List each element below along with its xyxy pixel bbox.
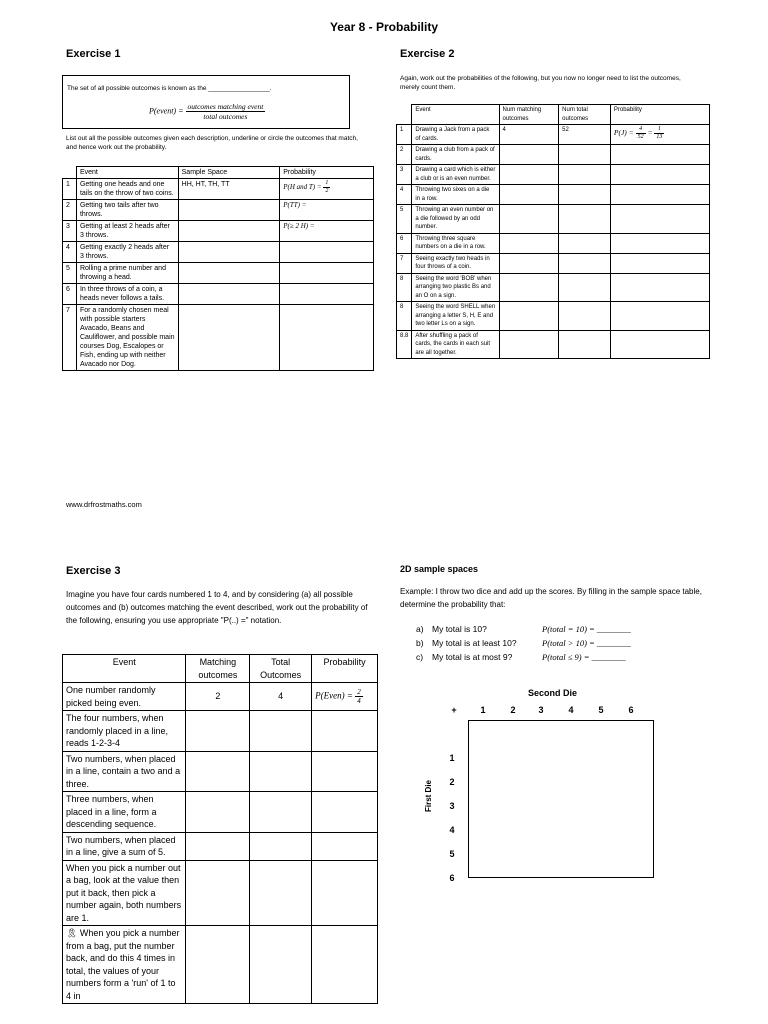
header-probability: Probability — [312, 655, 378, 683]
question-expression: P(total ≤ 9) = ________ — [542, 652, 626, 662]
total-cell[interactable] — [250, 926, 312, 1004]
probability-cell[interactable] — [610, 330, 709, 359]
matching-cell[interactable] — [499, 233, 559, 253]
probability-cell[interactable] — [280, 305, 374, 371]
matching-cell[interactable] — [186, 792, 250, 833]
probability-fraction — [355, 688, 363, 705]
sample-space-cell[interactable] — [178, 179, 280, 200]
table-row — [63, 926, 378, 1004]
matching-cell[interactable] — [186, 860, 250, 926]
matching-cell[interactable] — [499, 125, 559, 145]
table-row — [63, 200, 374, 221]
column-header: 1 — [480, 705, 486, 715]
row-event: Drawing a Jack from a pack of cards. — [412, 125, 499, 145]
row-number: 6 — [397, 233, 412, 253]
table-row — [63, 751, 378, 792]
question-b — [400, 636, 710, 650]
probability-value: P(TT) = — [283, 201, 307, 209]
sample-spaces-heading: 2D sample spaces — [400, 564, 479, 574]
row-event: Rolling a prime number and throwing a head. — [76, 263, 178, 284]
plus-sign: + — [451, 705, 457, 715]
sample-space-cell[interactable] — [178, 242, 280, 263]
probability-cell[interactable] — [610, 165, 709, 185]
row-number: 7 — [63, 305, 77, 371]
table-row — [63, 792, 378, 833]
sample-space-cell[interactable] — [178, 263, 280, 284]
total-cell[interactable] — [559, 165, 611, 185]
total-cell[interactable] — [559, 330, 611, 359]
row-number: 3 — [63, 221, 77, 242]
question-expression: P(total = 10) = ________ — [542, 624, 631, 634]
probability-value: P(J) = — [613, 128, 634, 138]
question-a — [400, 622, 710, 636]
row-number: 4 — [397, 185, 412, 205]
row-header: 4 — [449, 825, 455, 835]
row-event: 🎗 When you pick a number from a bag, put the number back, and do this 4 times in total, the values of your numbers form a 'run' of 1 to 4 in — [63, 926, 186, 1004]
row-event: In three throws of a coin, a heads never follows a tails. — [76, 284, 178, 305]
table-row — [63, 242, 374, 263]
row-event: Getting two tails after two throws. — [76, 200, 178, 221]
matching-cell[interactable] — [499, 205, 559, 234]
table-row — [63, 305, 374, 371]
probability-value: P(≥ 2 H) = — [283, 222, 315, 230]
probability-cell[interactable] — [610, 253, 709, 273]
exercise-2-intro: Again, work out the probabilities of the following, but you now no longer need to list the outcomes, merely count them. — [400, 75, 681, 91]
question-text: My total is at least 10? — [432, 638, 517, 648]
row-number: 8 — [397, 302, 412, 331]
table-row — [397, 205, 710, 234]
row-header: 2 — [449, 777, 455, 787]
table-row — [63, 711, 378, 752]
matching-cell[interactable] — [186, 683, 250, 711]
probability-cell[interactable] — [312, 683, 378, 711]
total-cell[interactable] — [250, 751, 312, 792]
matching-cell[interactable] — [186, 711, 250, 752]
question-list — [400, 622, 710, 664]
column-header: 4 — [568, 705, 574, 715]
header-event: Event — [63, 655, 186, 683]
formula-numerator: outcomes matching event — [187, 102, 264, 111]
probability-cell[interactable] — [610, 205, 709, 234]
fraction-numerator: 2 — [357, 688, 361, 696]
matching-cell[interactable] — [499, 273, 559, 302]
exercise-3-heading: Exercise 3 — [66, 565, 121, 577]
header-sample-space: Sample Space — [178, 167, 280, 179]
row-number: 3 — [397, 165, 412, 185]
table-row — [63, 683, 378, 711]
total-cell[interactable] — [559, 273, 611, 302]
table-row — [397, 125, 710, 145]
total-cell[interactable] — [559, 185, 611, 205]
row-number: 8.8 — [397, 330, 412, 359]
row-number: 5 — [397, 205, 412, 234]
matching-value: 4 — [502, 127, 506, 133]
page-title: Year 8 - Probability — [329, 20, 439, 34]
row-header: 1 — [449, 753, 455, 763]
probability-cell[interactable] — [610, 185, 709, 205]
total-value: 4 — [278, 691, 284, 702]
header-total: Total Outcomes — [250, 655, 312, 683]
row-number: 6 — [63, 284, 77, 305]
probability-cell[interactable] — [610, 273, 709, 302]
row-number: 2 — [63, 200, 77, 221]
matching-cell[interactable] — [186, 751, 250, 792]
table-row — [397, 253, 710, 273]
question-text: My total is at most 9? — [432, 652, 513, 662]
total-cell[interactable] — [559, 253, 611, 273]
exercise-1-table — [62, 166, 374, 371]
row-event: Three numbers, when placed in a line, form a descending sequence. — [63, 792, 186, 833]
row-number: 5 — [63, 263, 77, 284]
header-event: Event — [412, 105, 499, 125]
row-event: Seeing exactly two heads in four throws of a coin. — [412, 253, 499, 273]
exercise-1-heading: Exercise 1 — [66, 48, 121, 60]
row-event: Throwing two sixes on a die in a row. — [412, 185, 499, 205]
first-die-label: First Die — [424, 780, 433, 813]
row-header: 3 — [449, 801, 455, 811]
total-cell[interactable] — [250, 860, 312, 926]
probability-cell[interactable] — [280, 179, 374, 200]
header-num-total: Num total outcomes — [559, 105, 611, 125]
header-matching: Matching outcomes — [186, 655, 250, 683]
table-header-row — [397, 105, 710, 125]
fraction-denominator: 13 — [656, 134, 663, 140]
row-event: Getting exactly 2 heads after 3 throws. — [76, 242, 178, 263]
probability-cell[interactable] — [280, 284, 374, 305]
row-event: Two numbers, when placed in a line, give a sum of 5. — [63, 832, 186, 860]
table-row — [63, 179, 374, 200]
sample-space-cell[interactable] — [178, 221, 280, 242]
fraction-denominator: 4 — [357, 697, 361, 705]
sample-space-grid[interactable] — [468, 720, 654, 878]
fraction-numerator: 1 — [654, 126, 664, 134]
second-die-label: Second Die — [528, 688, 578, 698]
row-event: Getting one heads and one tails on the throw of two coins. — [76, 179, 178, 200]
header-probability: Probability — [610, 105, 709, 125]
probability-cell[interactable] — [610, 145, 709, 165]
probability-cell[interactable] — [610, 233, 709, 253]
header-blank — [63, 167, 77, 179]
probability-cell[interactable] — [610, 302, 709, 331]
row-number: 1 — [63, 179, 77, 200]
total-cell[interactable] — [559, 125, 611, 145]
row-number: 4 — [63, 242, 77, 263]
matching-cell[interactable] — [499, 302, 559, 331]
total-cell[interactable] — [250, 711, 312, 752]
row-event: Seeing the word SHELL when arranging a letter S, H, E and two letter Ls on a sign. — [412, 302, 499, 331]
table-row — [397, 185, 710, 205]
row-number: 1 — [397, 125, 412, 145]
probability-cell[interactable] — [312, 860, 378, 926]
row-event: Drawing a club from a pack of cards. — [412, 145, 499, 165]
header-event: Event — [76, 167, 178, 179]
fraction-denominator: 52 — [637, 134, 644, 140]
question-expression: P(total > 10) = ________ — [542, 638, 631, 648]
fraction-numerator: 1 — [325, 180, 329, 186]
website-link[interactable]: www.drfrostmaths.com — [66, 500, 142, 509]
table-row — [63, 284, 374, 305]
total-cell[interactable] — [250, 832, 312, 860]
probability-cell[interactable] — [312, 832, 378, 860]
formula-fraction — [186, 102, 266, 121]
probability-value: P(Even) = — [315, 690, 353, 701]
probability-cell[interactable]: P(J) = $\frac{4}{52}$ = $\frac{1}{13}$ — [610, 125, 709, 145]
probability-cell[interactable] — [280, 263, 374, 284]
header-num-matching: Num matching outcomes — [499, 105, 559, 125]
table-row — [397, 302, 710, 331]
question-label: b) — [416, 638, 424, 648]
row-event: For a randomly chosen meal with possible starters Avacado, Beans and Cauliflower, and possible main courses Dog, Escalopes or Fish, ending up with neither Avacado nor Dog. — [76, 305, 178, 371]
matching-cell[interactable] — [499, 185, 559, 205]
row-number: 7 — [397, 253, 412, 273]
question-label: a) — [416, 624, 424, 634]
formula-denominator: total outcomes — [203, 112, 248, 121]
probability-cell[interactable] — [280, 242, 374, 263]
question-c — [400, 650, 710, 664]
column-header: 6 — [628, 705, 634, 715]
probability-cell[interactable] — [312, 751, 378, 792]
header-blank — [397, 105, 412, 125]
probability-cell[interactable] — [312, 926, 378, 1004]
row-event: Throwing three square numbers on a die in a row. — [412, 233, 499, 253]
probability-value: P(H and T) = — [283, 183, 322, 192]
row-event: After shuffling a pack of cards, the cards in each suit are all together. — [412, 330, 499, 359]
matching-cell[interactable] — [499, 165, 559, 185]
table-row — [397, 273, 710, 302]
column-header: 3 — [538, 705, 544, 715]
row-event: Two numbers, when placed in a line, contain a two and a three. — [63, 751, 186, 792]
total-cell[interactable] — [250, 792, 312, 833]
total-cell[interactable] — [559, 233, 611, 253]
row-event: Throwing an even number on a die followed by an odd number. — [412, 205, 499, 234]
row-event: Seeing the word 'BOB' when arranging two plastic Bs and an O on a sign. — [412, 273, 499, 302]
total-cell[interactable] — [559, 145, 611, 165]
column-header: 5 — [598, 705, 604, 715]
table-row — [397, 330, 710, 359]
matching-value: 2 — [215, 691, 221, 702]
probability-formula — [149, 102, 265, 121]
column-header: 2 — [510, 705, 516, 715]
matching-cell[interactable] — [186, 832, 250, 860]
row-event: The four numbers, when randomly placed in a line, reads 1-2-3-4 — [63, 711, 186, 752]
sample-space-cell[interactable] — [178, 200, 280, 221]
exercise-2-heading: Exercise 2 — [400, 48, 455, 60]
exercise-3-table — [62, 654, 378, 1004]
table-row — [397, 233, 710, 253]
row-event: Drawing a card which is either a club or is an even number. — [412, 165, 499, 185]
probability-fraction — [323, 180, 330, 195]
matching-cell[interactable] — [499, 253, 559, 273]
header-probability: Probability — [280, 167, 374, 179]
exercise-2-table — [396, 104, 710, 359]
row-header: 5 — [449, 849, 455, 859]
matching-cell[interactable] — [499, 145, 559, 165]
matching-cell[interactable] — [499, 330, 559, 359]
total-cell[interactable] — [559, 205, 611, 234]
probability-cell[interactable] — [280, 200, 374, 221]
fraction-numerator: 4 — [636, 126, 646, 134]
table-row — [63, 860, 378, 926]
row-event: One number randomly picked being even. — [63, 683, 186, 711]
probability-fraction — [636, 126, 646, 141]
simplified-fraction — [654, 126, 664, 141]
total-cell[interactable] — [559, 302, 611, 331]
exercise-3-intro: Imagine you have four cards numbered 1 to 4, and by considering (a) all possible outcomes and (b) outcomes matching the event described, work out the probability of the following, ensuring you use appropriate "P(..) =" notation. — [66, 590, 368, 625]
table-row — [63, 221, 374, 242]
row-header: 6 — [449, 873, 455, 883]
total-value: 52 — [562, 127, 569, 133]
table-row — [63, 832, 378, 860]
table-header-row — [63, 655, 378, 683]
question-text: My total is 10? — [432, 624, 487, 634]
sample-space-cell[interactable] — [178, 284, 280, 305]
probability-cell[interactable] — [280, 221, 374, 242]
matching-cell[interactable] — [186, 926, 250, 1004]
definition-box — [62, 75, 350, 129]
formula-lhs: P(event) = — [149, 106, 184, 116]
sample-spaces-intro: Example: I throw two dice and add up the scores. By filling in the sample space table, determine the probability that: — [400, 587, 702, 609]
probability-cell[interactable] — [312, 711, 378, 752]
row-number: 2 — [397, 145, 412, 165]
table-row — [397, 145, 710, 165]
sample-space-cell[interactable] — [178, 305, 280, 371]
probability-cell[interactable] — [312, 792, 378, 833]
table-row — [397, 165, 710, 185]
row-event: When you pick a number out a bag, look at the value then put it back, then pick a number again, both numbers are 1. — [63, 860, 186, 926]
total-cell[interactable] — [250, 683, 312, 711]
row-number: 8 — [397, 273, 412, 302]
row-event: Getting at least 2 heads after 3 throws. — [76, 221, 178, 242]
question-label: c) — [416, 652, 424, 662]
exercise-1-instructions: List out all the possible outcomes given each description, underline or circle the outcomes that match, and hence work out the probability. — [66, 135, 358, 151]
sample-space-value: HH, HT, TH, TT — [181, 181, 230, 188]
table-row — [63, 263, 374, 284]
definition-text: The set of all possible outcomes is known as the _________________. — [67, 85, 272, 92]
fraction-denominator: 2 — [325, 188, 329, 194]
table-header-row — [63, 167, 374, 179]
